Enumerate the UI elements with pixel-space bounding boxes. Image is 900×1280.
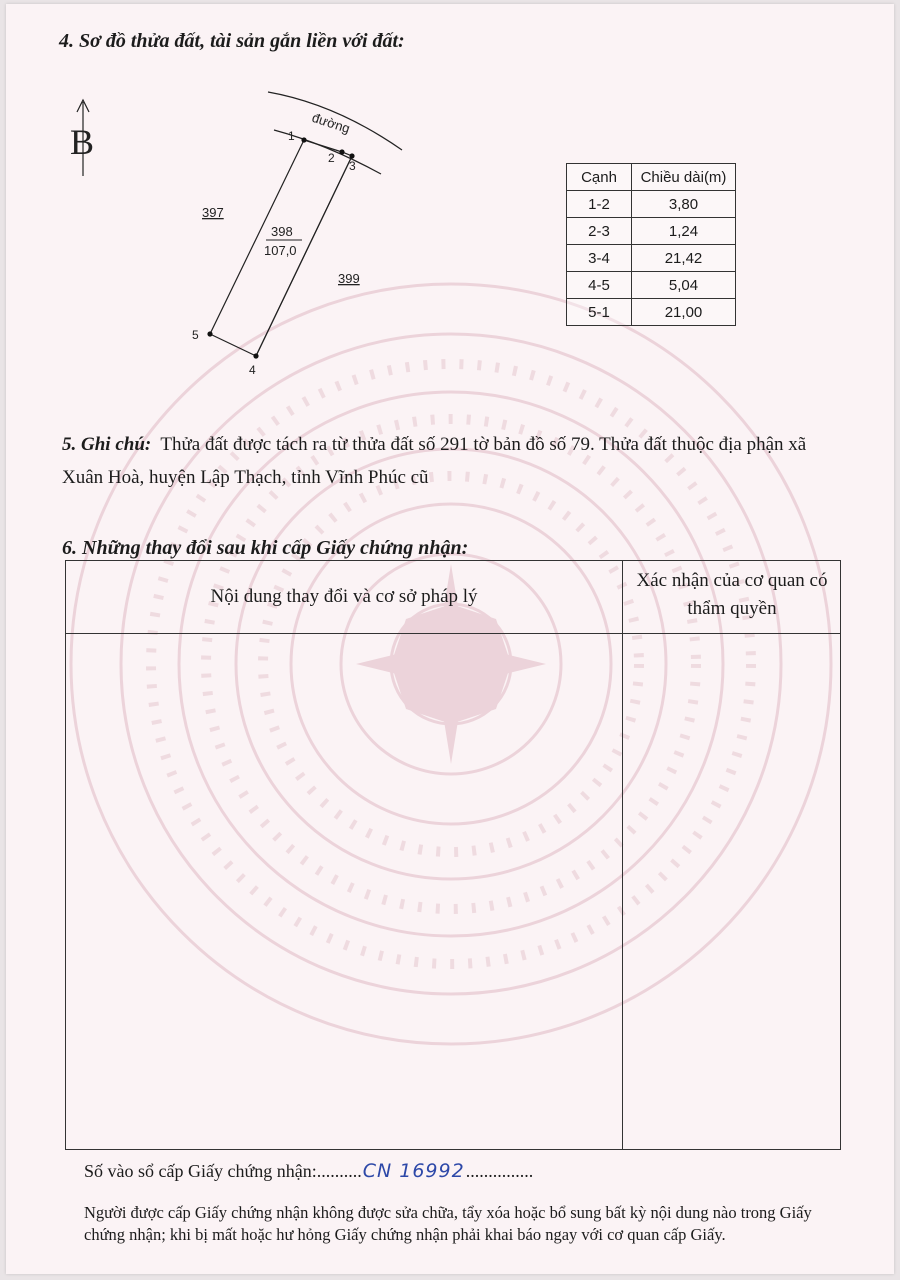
header-edge: Cạnh (567, 164, 632, 191)
edge-cell: 2-3 (567, 218, 632, 245)
vertex-1 (301, 137, 306, 142)
length-cell: 21,00 (632, 299, 736, 326)
neighbor-left: 397 (202, 205, 224, 220)
parcel-sketch (6, 84, 466, 384)
length-cell: 1,24 (632, 218, 736, 245)
certificate-page (6, 4, 894, 1274)
header-length: Chiều dài(m) (632, 164, 736, 191)
road-label: đường (310, 109, 352, 137)
edge-cell: 1-2 (567, 191, 632, 218)
header-divider (66, 633, 840, 634)
edge-length-table (566, 163, 736, 326)
north-label: B (70, 122, 95, 162)
vertex-label-2: 2 (328, 151, 335, 165)
vertex-label-1: 1 (288, 129, 295, 143)
edge-cell: 3-4 (567, 245, 632, 272)
column-divider (622, 561, 623, 1149)
section-5-note (62, 428, 822, 494)
table-row (567, 299, 736, 326)
dots-after: ............... (465, 1161, 534, 1181)
table-row (567, 245, 736, 272)
authority-confirmation-header: Xác nhận của cơ quan có thẩm quyền (636, 570, 828, 619)
edge-cell: 5-1 (567, 299, 632, 326)
table-header-row (567, 164, 736, 191)
section-6-heading: 6. Những thay đổi sau khi cấp Giấy chứng nhận: (62, 537, 469, 559)
table-row (567, 218, 736, 245)
vertex-label-3: 3 (349, 159, 356, 173)
length-cell: 3,80 (632, 191, 736, 218)
vertex-label-5: 5 (192, 328, 199, 342)
section-4-heading: 4. Sơ đồ thửa đất, tài sản gắn liền với đất: (59, 30, 405, 52)
vertex-label-4: 4 (249, 363, 256, 377)
neighbor-right: 399 (338, 271, 360, 286)
certificate-number-label: Số vào sổ cấp Giấy chứng nhận: (84, 1161, 317, 1181)
handwritten-number: CN 16992 (362, 1160, 465, 1182)
vertex-4 (253, 353, 258, 358)
section-5-text: Thửa đất được tách ra từ thửa đất số 291 tờ bản đồ số 79. Thửa đất thuộc địa phận xã Xuân Hoà, huyện Lập Thạch, tỉnh Vĩnh Phúc cũ (62, 434, 807, 488)
table-row (567, 191, 736, 218)
changes-table (65, 560, 841, 1150)
length-cell: 21,42 (632, 245, 736, 272)
parcel-area: 107,0 (264, 243, 297, 258)
length-cell: 5,04 (632, 272, 736, 299)
certificate-register-number (84, 1160, 533, 1182)
section-5-label: 5. Ghi chú: (62, 434, 152, 455)
edge-cell: 4-5 (567, 272, 632, 299)
parcel-number: 398 (271, 224, 293, 239)
vertex-5 (207, 331, 212, 336)
vertex-2 (339, 149, 344, 154)
table-row (567, 272, 736, 299)
changes-content-header: Nội dung thay đổi và cơ sở pháp lý (210, 586, 478, 607)
dots-before: .......... (316, 1161, 362, 1181)
vertex-3 (349, 153, 354, 158)
footer-note: Người được cấp Giấy chứng nhận không được sửa chữa, tẩy xóa hoặc bổ sung bất kỳ nội dung nào trong Giấy chứng nhận; khi bị mất hoặc hư hỏng Giấy chứng nhận phải khai báo ngay với cơ quan cấp Giấy. (84, 1203, 812, 1244)
